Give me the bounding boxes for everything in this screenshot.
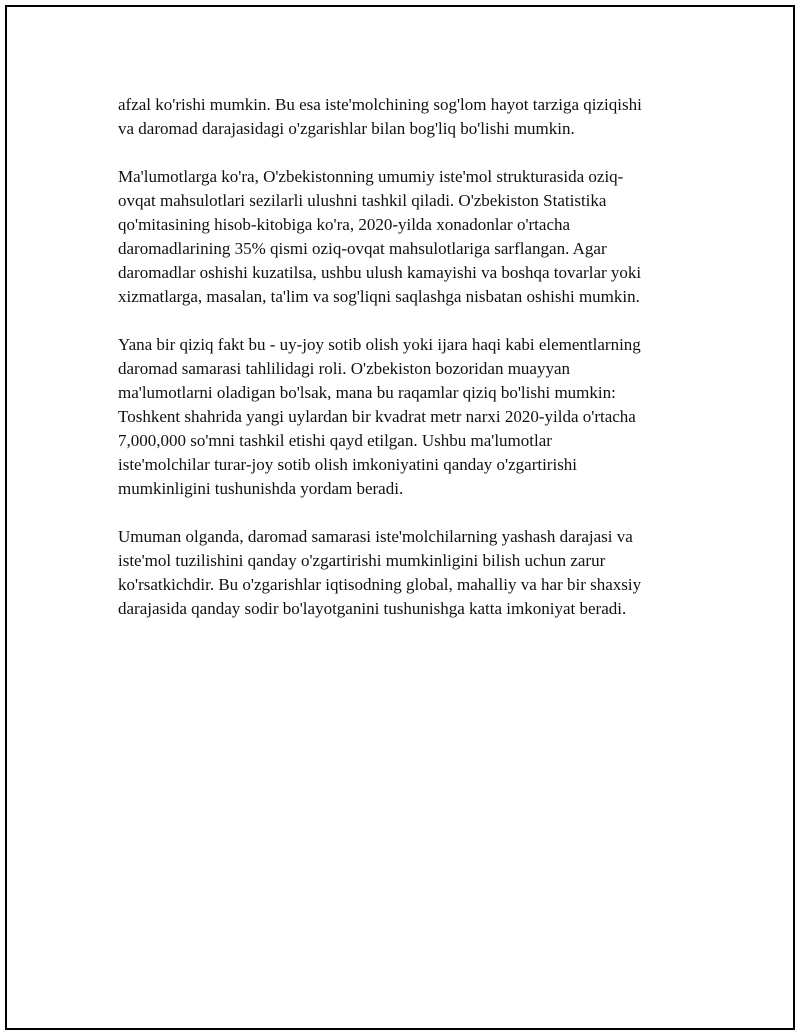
paragraph-4 [118,525,698,621]
text-line: darajasida qanday sodir bo'layotganini tushunishga katta imkoniyat beradi. [118,599,627,618]
text-line: iste'mol tuzilishini qanday o'zgartirishi mumkinligini bilish uchun zarur [118,551,606,570]
text-line: ko'rsatkichdir. Bu o'zgarishlar iqtisodning global, mahalliy va har bir shaxsiy [118,575,642,594]
text-line: Yana bir qiziq fakt bu - uy-joy sotib olish yoki ijara haqi kabi elementlarning [118,335,641,354]
text-line: afzal ko'rishi mumkin. Bu esa iste'molchining sog'lom hayot tarziga qiziqishi [118,95,642,114]
text-line: mumkinligini tushunishda yordam beradi. [118,479,404,498]
text-line: daromadlar oshishi kuzatilsa, ushbu ulush kamayishi va boshqa tovarlar yoki [118,263,642,282]
text-line: ma'lumotlarni oladigan bo'lsak, mana bu raqamlar qiziq bo'lishi mumkin: [118,383,616,402]
text-line: daromad samarasi tahlilidagi roli. O'zbekiston bozoridan muayyan [118,359,571,378]
paragraph-3 [118,333,698,501]
paragraph-1 [118,93,698,141]
text-line: Toshkent shahrida yangi uylardan bir kvadrat metr narxi 2020-yilda o'rtacha [118,407,636,426]
text-line: va daromad darajasidagi o'zgarishlar bilan bog'liq bo'lishi mumkin. [118,119,575,138]
text-line: 7,000,000 so'mni tashkil etishi qayd etilgan. Ushbu ma'lumotlar [118,431,552,450]
document-body [118,93,698,645]
paragraph-2 [118,165,698,309]
text-line: Umuman olganda, daromad samarasi iste'molchilarning yashash darajasi va [118,527,633,546]
text-line: ovqat mahsulotlari sezilarli ulushni tashkil qiladi. O'zbekiston Statistika [118,191,607,210]
text-line: xizmatlarga, masalan, ta'lim va sog'liqni saqlashga nisbatan oshishi mumkin. [118,287,640,306]
text-line: daromadlarining 35% qismi oziq-ovqat mahsulotlariga sarflangan. Agar [118,239,607,258]
text-line: Ma'lumotlarga ko'ra, O'zbekistonning umumiy iste'mol strukturasida oziq- [118,167,624,186]
text-line: qo'mitasining hisob-kitobiga ko'ra, 2020-yilda xonadonlar o'rtacha [118,215,571,234]
text-line: iste'molchilar turar-joy sotib olish imkoniyatini qanday o'zgartirishi [118,455,578,474]
